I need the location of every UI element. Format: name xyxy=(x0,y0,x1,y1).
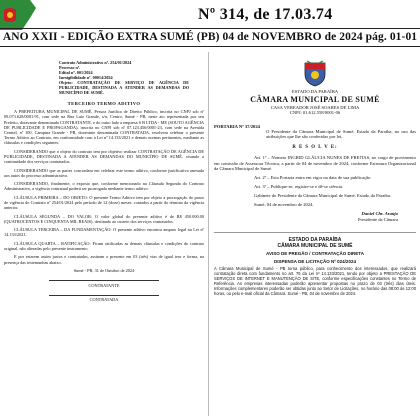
signature-label: CONTRATADA xyxy=(89,297,119,303)
notice-section xyxy=(214,232,416,296)
masthead xyxy=(0,0,420,56)
signature-line xyxy=(49,295,159,296)
notice-state: ESTADO DA PARAÍBA xyxy=(288,237,342,244)
contract-clause: CLÁUSULA TERCEIRA – DA FUNDAMENTAÇÃO: O presente aditivo encontra amparo legal na Lei nº 14.133/2021. xyxy=(4,227,204,238)
notice-subtitle: DISPENSA DE LICITAÇÃO Nº 024/2024 xyxy=(274,258,356,264)
chamber-cnpj: CNPJ: 01.612.558/0001-06 xyxy=(289,110,341,115)
contract-paragraph: A PREFEITURA MUNICIPAL DE SUMÉ, Pessoa Jurídica de Direito Público, inscrita no CNPJ sob nº 09.073.628/0001-91, com sede na Rua Luiz Grande, s/n, Centro, Sumé - PB, neste ato representada por seu Prefeito, doravante denominada CONTRATANTE, e do outro lado a empresa S B LTDA - ME (SOUTO AGÊNCIA DE PUBLICIDADE E PROPAGANDA), inscrita no CNPJ sob nº 07.123.456/0001-23, com sede na Avenida Central, nº 100, Campina Grande - PB, doravante denominada CONTRATADA, resolvem celebrar o presente Termo Aditivo ao Contrato, em conformidade com a Lei nº 14.133/2021 e demais normas pertinentes, mediante as cláusulas e condições seguintes: xyxy=(4,109,204,146)
president-name: Daniel Chr. Araújo xyxy=(361,211,398,217)
contract-paragraph: CONSIDERANDO, finalmente, o exposto que, conforme mencionado na Cláusula Segunda do Contrato Administrativo, a vigência contratual poderá ser prorrogada mediante termo aditivo. xyxy=(4,181,204,192)
state-name: ESTADO DA PARAÍBA xyxy=(291,89,339,94)
notice-chamber: CÂMARA MUNICIPAL DE SUMÉ xyxy=(277,243,353,250)
coat-of-arms-icon xyxy=(303,60,327,87)
term-title: TERCEIRO TERMO ADITIVO xyxy=(67,101,141,106)
notice-body: A Câmara Municipal de Sumé - PB torna público, para conhecimento dos interessados, que realizará contratação direta com fundamento no art. 75 da Lei nº 14.133/2021, tendo por objeto a PRESTAÇÃO DE SERVIÇOS DE INTERNET E MANUTENÇÃO DE SITE, conforme especificações constantes no Termo de Referência. As empresas interessadas poderão apresentar propostas no prazo de 03 (três) dias úteis. Informações complementares poderão ser obtidas junto ao Setor de Licitações, no horário das 08:00 às 12:00 horas, ou pelo e-mail oficial da Câmara. Sumé - PB, 04 de novembro de 2024. xyxy=(214,266,416,297)
portaria-article: Art. 1º – Nomear INGRID GLÁUCIA NUNES DE FREITAS, no cargo de provimento em comissão de Assessora Técnica, a partir de 04 de novembro de 2024, conforme Estrutura Organizacional da Câmara Municipal de Sumé. xyxy=(214,154,416,172)
inexigibilidade-number: Inexigibilidade nº. 00014/2024 xyxy=(59,75,113,80)
process-number: Processo nº. xyxy=(59,65,81,70)
portaria-closing: Gabinete do Presidente da Câmara Municipal de Sumé, Estado da Paraíba. xyxy=(254,192,392,198)
contract-clause: CLÁUSULA SEGUNDA – DO VALOR: O valor global do presente aditivo é de R$ 450.000,00 (QUATROCENTOS E CINQUENTA MIL REAIS), destinado ao custeio dos serviços contratados. xyxy=(4,213,204,224)
contract-clause: CLÁUSULA PRIMEIRA – DO OBJETO: O presente Termo Aditivo tem por objeto a prorrogação do prazo de vigência do Contrato nº 254/01/2024 pelo período de 12 (doze) meses, contados a partir do término da vigência anterior. xyxy=(4,194,204,211)
issue-number: Nº 314, de 17.03.74 xyxy=(198,6,333,23)
president-role: Presidente da Câmara xyxy=(357,216,398,222)
portaria-article: Art. 2º – Esta Portaria entra em vigor na data de sua publicação. xyxy=(254,175,372,181)
contract-place-date: Sumé - PB, 31 de Outubro de 2024 xyxy=(73,267,135,273)
column-divider xyxy=(208,52,209,416)
president-signature xyxy=(214,211,398,222)
signature-line xyxy=(49,280,159,281)
chamber-name: CÂMARA MUNICIPAL DE SUMÉ xyxy=(250,94,380,104)
right-column xyxy=(214,52,416,418)
notice-title: AVISO DE PREGÃO / CONTRATAÇÃO DIRETA xyxy=(266,251,364,257)
portaria-date: Sumé, 04 de novembro de 2024. xyxy=(254,201,314,207)
resolve-heading: R E S O L V E: xyxy=(292,145,338,151)
portaria-body xyxy=(214,129,416,208)
edital-number: Edital nº. 001/2024 xyxy=(59,70,93,75)
portaria-title: PORTARIA Nº 37/2024 xyxy=(214,123,260,129)
portaria-article: Art. 3º – Publique-se, registre-se e dê-se ciência. xyxy=(254,184,344,190)
edition-line: ANO XXII - EDIÇÃO EXTRA SUMÉ (PB) 04 de NOVEMBRO de 2024 pág. 01-01 xyxy=(2,31,418,43)
contract-object: Objeto: CONTRATAÇÃO DE SERVIÇO DE AGÊNCIA DE PUBLICIDADE, DESTINADA A ATENDER AS DEMANDAS DO MUNICÍPIO DE SUMÉ. xyxy=(59,80,189,95)
contract-paragraph: E por estarem assim justos e contratados, assinam o presente em 03 (três) vias de igual teor e forma, na presença das testemunhas abaixo. xyxy=(4,254,204,265)
contract-header xyxy=(59,60,189,95)
municipal-logo-icon xyxy=(0,0,46,30)
signature-label: CONTRATANTE xyxy=(88,282,120,288)
masthead-rule xyxy=(0,28,420,29)
contract-clause: CLÁUSULA QUARTA – RATIFICAÇÃO: Ficam ratificadas as demais cláusulas e condições do contrato original, não alteradas pelo presente instrumento. xyxy=(4,240,204,251)
chamber-address: CASA VEREADOR JOSÉ SOARES DE LIMA xyxy=(270,104,360,110)
contract-paragraph: CONSIDERANDO que as partes concordam em celebrar este termo aditivo, conforme justificativa anexada aos autos do processo administrativo. xyxy=(4,167,204,178)
contract-number: Contrato Administrativo nº. 254/01/2024 xyxy=(59,60,132,65)
masthead-rule-bottom xyxy=(0,46,420,47)
portaria-preamble: O Presidente da Câmara Municipal de Sumé, Estado da Paraíba, no uso das atribuições que lhe são conferidas por lei, xyxy=(266,128,416,140)
contract-paragraph: CONSIDERANDO que o objeto do contrato tem por objetivo realizar CONTRATAÇÃO DE AGÊNCIA DE PUBLICIDADE, DESTINADA A ATENDER AS DEMANDAS DO MUNICÍPIO DE SUMÉ, visando a continuidade dos serviços contratados. xyxy=(4,148,204,165)
left-column xyxy=(4,52,204,418)
chamber-header xyxy=(214,60,416,116)
